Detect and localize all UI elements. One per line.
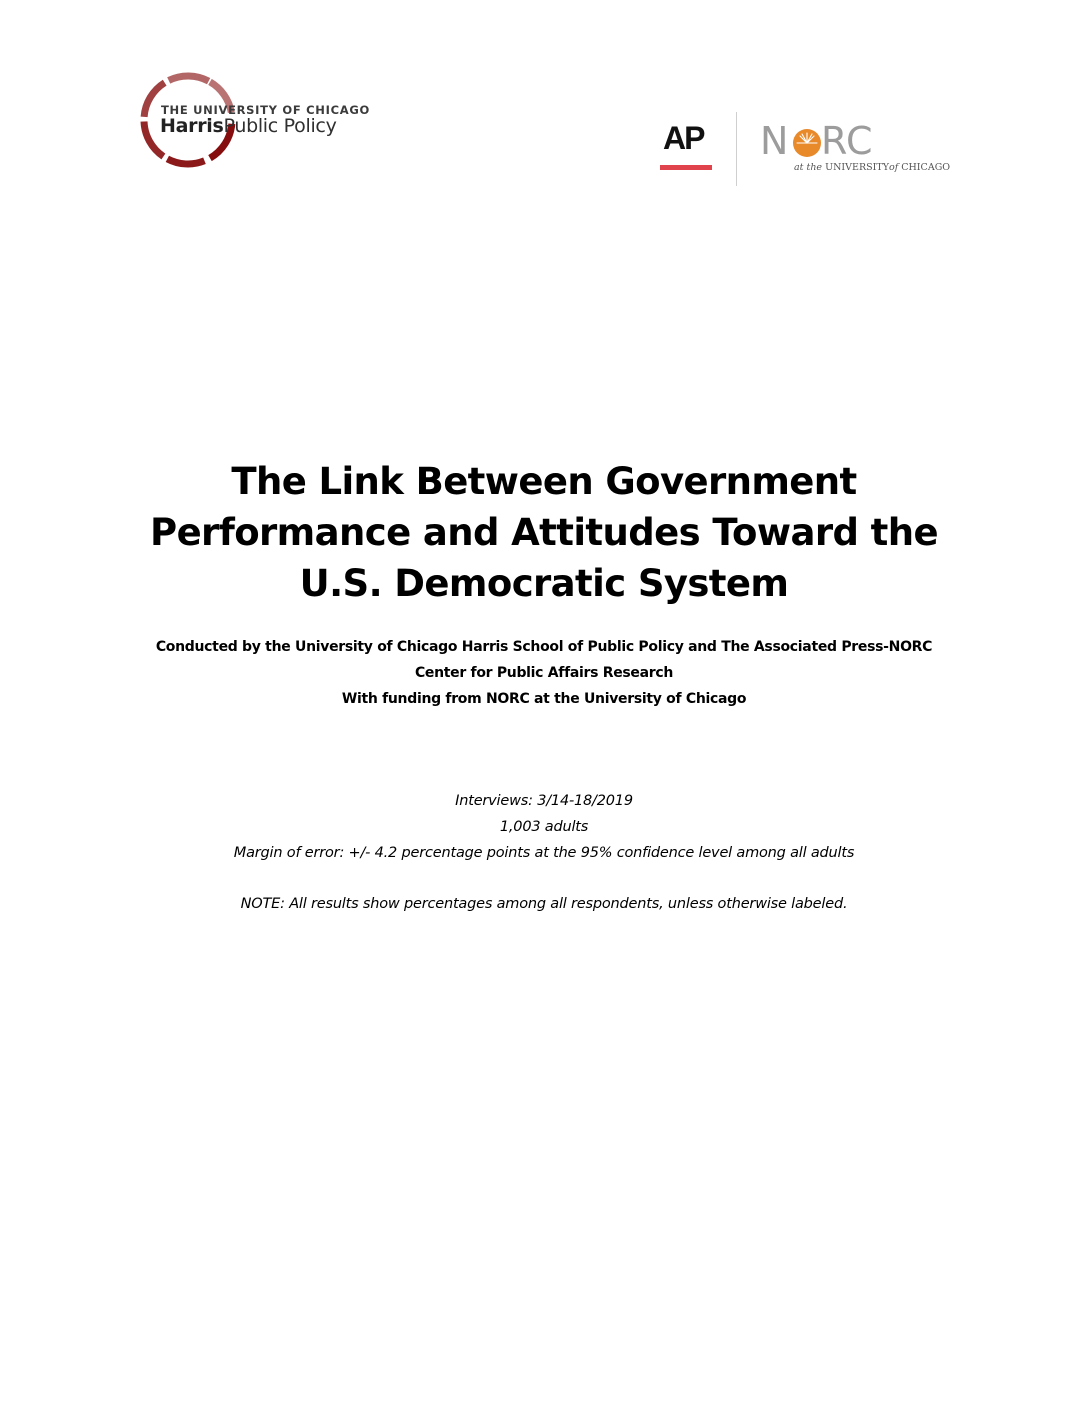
harris-ring-segment <box>167 159 204 164</box>
harris-university-text: THE UNIVERSITY OF CHICAGO <box>161 103 370 117</box>
harris-public-policy-logo <box>138 68 378 172</box>
credits-line-2: Center for Public Affairs Research <box>414 665 674 681</box>
title-line-3: U.S. Democratic System <box>299 562 789 605</box>
sample-size: 1,003 adults <box>499 819 589 835</box>
harris-bold-text: Harris <box>160 115 224 137</box>
ap-logo-text: AP <box>663 120 704 156</box>
logo-divider <box>736 112 737 186</box>
norc-subtitle: at the UNIVERSITYof CHICAGO <box>794 162 951 173</box>
margin-of-error: Margin of error: +/- 4.2 percentage points at the 95% confidence level among all adults <box>233 845 855 861</box>
harris-ring-segment <box>169 76 209 81</box>
norc-logo <box>760 114 960 184</box>
credits-block <box>84 634 1004 712</box>
credits-line-3: With funding from NORC at the University of Chicago <box>341 691 747 707</box>
ap-logo <box>660 118 714 174</box>
harris-public-policy-text: Public Policy <box>223 115 337 137</box>
harris-name-text <box>160 115 337 137</box>
survey-details <box>84 788 1004 866</box>
title-line-1: The Link Between Government <box>231 460 857 503</box>
norc-starburst-icon <box>792 128 822 158</box>
title-line-2: Performance and Attitudes Toward the <box>150 511 938 554</box>
document-title <box>104 456 984 609</box>
norc-letters-rc: RC <box>820 119 873 163</box>
norc-letter-n: N <box>760 119 789 163</box>
credits-line-1: Conducted by the University of Chicago Harris School of Public Policy and The Associated Press-NORC <box>155 639 933 655</box>
ap-logo-bar <box>660 165 712 170</box>
results-note: NOTE: All results show percentages among all respondents, unless otherwise labeled. <box>240 896 848 912</box>
interviews-date: Interviews: 3/14-18/2019 <box>455 793 633 809</box>
